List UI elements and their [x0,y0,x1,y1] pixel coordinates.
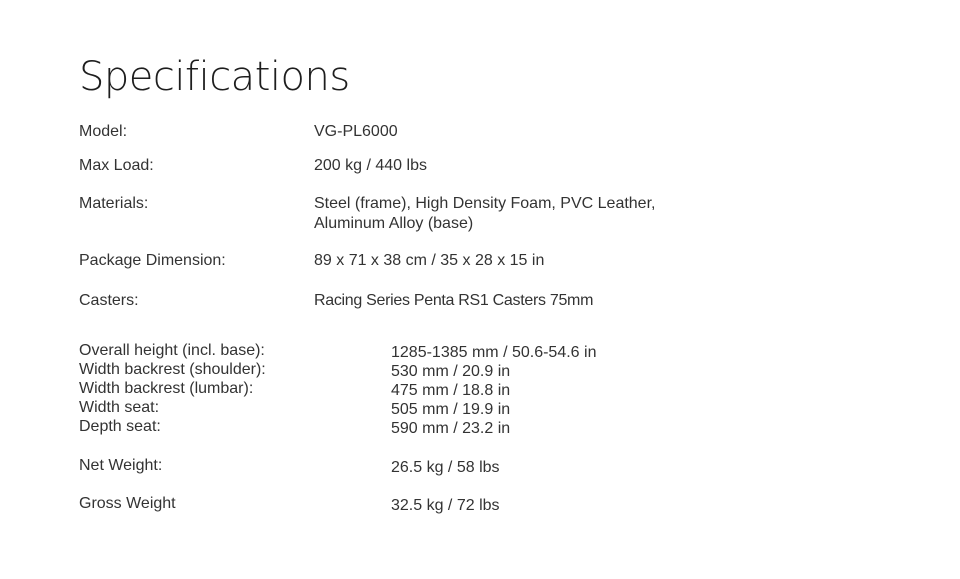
page-title: Specifications [79,54,350,100]
dimension-value: 1285-1385 mm / 50.6-54.6 in [391,344,597,361]
dimension-values [391,343,596,438]
dimension-value: 590 mm / 23.2 in [391,420,511,437]
spec-label: Net Weight: [79,457,163,474]
spec-value-line: Steel (frame), High Density Foam, PVC Leather, [314,195,656,212]
spec-value: 32.5 kg / 72 lbs [391,497,500,514]
dimension-labels [79,341,266,436]
spec-value: 89 x 71 x 38 cm / 35 x 28 x 15 in [314,252,545,269]
dimension-label: Overall height (incl. base): [79,342,265,359]
spec-value [314,194,655,234]
dimension-label: Width seat: [79,399,160,416]
spec-value: Racing Series Penta RS1 Casters 75mm [314,292,594,309]
spec-label: Materials: [79,195,149,212]
dimension-label: Depth seat: [79,418,161,435]
spec-label: Model: [79,123,128,140]
dimension-value: 505 mm / 19.9 in [391,401,511,418]
dimension-label: Width backrest (lumbar): [79,380,254,397]
dimension-value: 530 mm / 20.9 in [391,363,511,380]
spec-value: VG-PL6000 [314,123,398,140]
spec-value-line: Aluminum Alloy (base) [314,215,474,232]
spec-value: 200 kg / 440 lbs [314,157,427,174]
dimension-value: 475 mm / 18.8 in [391,382,511,399]
spec-value: 26.5 kg / 58 lbs [391,459,500,476]
spec-label: Max Load: [79,157,154,174]
spec-label: Casters: [79,292,139,309]
spec-label: Package Dimension: [79,252,226,269]
spec-label: Gross Weight [79,495,176,512]
dimension-label: Width backrest (shoulder): [79,361,266,378]
